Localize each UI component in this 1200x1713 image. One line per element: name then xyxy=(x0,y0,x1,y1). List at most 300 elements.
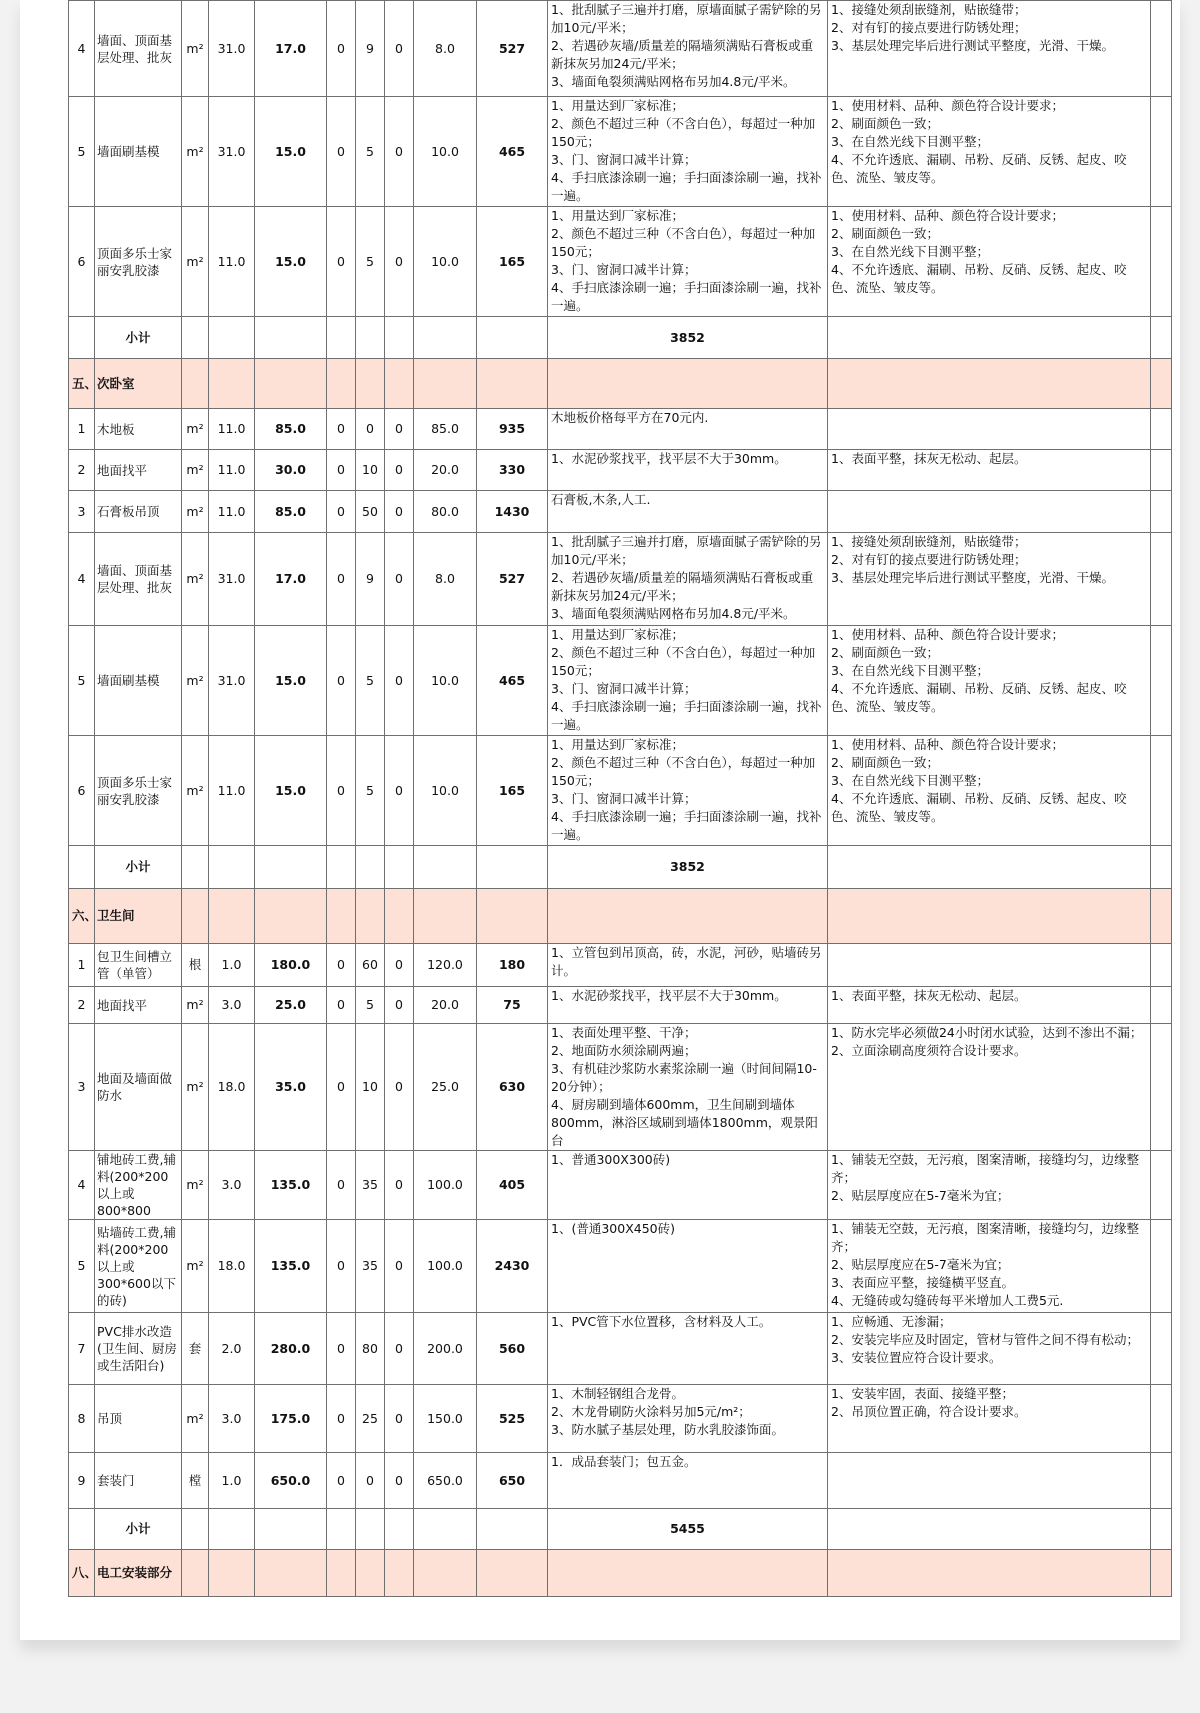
item-cost-a: 0 xyxy=(327,409,356,450)
item-unit: m² xyxy=(182,491,209,533)
item-cost-b: 5 xyxy=(356,626,385,736)
item-requirements: 1、铺装无空鼓，无污痕，图案清晰，接缝均匀，边缘整齐； 2、贴层厚度应在5-7毫米为宜； xyxy=(828,1151,1151,1220)
table-row xyxy=(69,626,1172,736)
table-row xyxy=(69,97,1172,207)
item-unit-price: 17.0 xyxy=(255,533,327,626)
item-labor: 200.0 xyxy=(414,1313,477,1385)
blank-cell xyxy=(209,846,255,889)
item-unit: m² xyxy=(182,1385,209,1453)
item-number: 3 xyxy=(69,491,95,533)
item-quantity: 11.0 xyxy=(209,450,255,491)
blank-cell xyxy=(385,1509,414,1550)
item-requirements xyxy=(828,409,1151,450)
blank-cell xyxy=(1151,317,1172,359)
item-labor: 25.0 xyxy=(414,1024,477,1151)
blank-cell xyxy=(69,846,95,889)
item-cost-a: 0 xyxy=(327,944,356,987)
item-unit: m² xyxy=(182,987,209,1024)
item-number: 5 xyxy=(69,1220,95,1313)
blank-cell xyxy=(1151,889,1172,944)
item-name: 石膏板吊顶 xyxy=(95,491,182,533)
item-labor: 10.0 xyxy=(414,626,477,736)
blank-cell xyxy=(477,1550,548,1597)
item-quantity: 31.0 xyxy=(209,97,255,207)
item-name: 墙面刷基模 xyxy=(95,97,182,207)
item-quantity: 1.0 xyxy=(209,944,255,987)
item-unit-price: 650.0 xyxy=(255,1453,327,1509)
item-description: 1、(普通300X450砖) xyxy=(548,1220,828,1313)
item-name: 吊顶 xyxy=(95,1385,182,1453)
item-quantity: 3.0 xyxy=(209,987,255,1024)
item-requirements: 1、防水完毕必须做24小时闭水试验，达到不渗出不漏； 2、立面涂刷高度须符合设计要求。 xyxy=(828,1024,1151,1151)
item-description: 1、用量达到厂家标准； 2、颜色不超过三种（不含白色），每超过一种加150元； 3、门、窗洞口减半计算； 4、手扫底漆涂刷一遍；手扫面漆涂刷一遍，找补一遍。 xyxy=(548,626,828,736)
item-description: 1．成品套装门；包五金。 xyxy=(548,1453,828,1509)
blank-cell xyxy=(828,846,1151,889)
item-total: 560 xyxy=(477,1313,548,1385)
item-unit-price: 15.0 xyxy=(255,97,327,207)
item-quantity: 11.0 xyxy=(209,491,255,533)
item-requirements: 1、表面平整，抹灰无松动、起层。 xyxy=(828,987,1151,1024)
blank-cell xyxy=(414,1509,477,1550)
item-cost-b: 35 xyxy=(356,1220,385,1313)
item-unit-price: 180.0 xyxy=(255,944,327,987)
item-description: 1、立管包到吊顶高，砖，水泥，河砂，贴墙砖另计。 xyxy=(548,944,828,987)
table-row xyxy=(69,207,1172,317)
blank-cell xyxy=(414,846,477,889)
blank-cell xyxy=(356,359,385,409)
item-cost-b: 50 xyxy=(356,491,385,533)
blank-cell xyxy=(548,359,828,409)
item-quantity: 3.0 xyxy=(209,1385,255,1453)
blank-cell xyxy=(255,317,327,359)
blank-cell xyxy=(327,846,356,889)
blank-cell xyxy=(255,846,327,889)
item-cost-a: 0 xyxy=(327,1024,356,1151)
item-number: 8 xyxy=(69,1385,95,1453)
blank-cell xyxy=(385,846,414,889)
item-unit: 樘 xyxy=(182,1453,209,1509)
item-requirements: 1、表面平整，抹灰无松动、起层。 xyxy=(828,450,1151,491)
item-unit: 根 xyxy=(182,944,209,987)
blank-cell xyxy=(209,359,255,409)
item-number: 7 xyxy=(69,1313,95,1385)
item-quantity: 3.0 xyxy=(209,1151,255,1220)
item-quantity: 11.0 xyxy=(209,736,255,846)
blank-cell xyxy=(414,317,477,359)
blank-cell xyxy=(356,846,385,889)
table-row xyxy=(69,450,1172,491)
item-cost-a: 0 xyxy=(327,1220,356,1313)
item-unit: m² xyxy=(182,409,209,450)
item-requirements: 1、使用材料、品种、颜色符合设计要求； 2、刷面颜色一致； 3、在自然光线下目测平整； 4、不允许透底、漏刷、吊粉、反硝、反锈、起皮、咬色、流坠、皱皮等。 xyxy=(828,207,1151,317)
item-cost-c: 0 xyxy=(385,97,414,207)
item-unit-price: 175.0 xyxy=(255,1385,327,1453)
item-unit: m² xyxy=(182,1151,209,1220)
table-row xyxy=(69,533,1172,626)
blank-cell xyxy=(182,889,209,944)
item-requirements: 1、接缝处须刮嵌缝剂，贴嵌缝带； 2、对有钉的接点要进行防锈处理； 3、基层处理完毕后进行测试平整度，光滑、干燥。 xyxy=(828,533,1151,626)
item-cost-a: 0 xyxy=(327,736,356,846)
item-extra xyxy=(1151,626,1172,736)
item-quantity: 11.0 xyxy=(209,207,255,317)
item-cost-b: 5 xyxy=(356,207,385,317)
subtotal-row xyxy=(69,317,1172,359)
blank-cell xyxy=(327,359,356,409)
item-requirements xyxy=(828,944,1151,987)
section-title: 电工安装部分 xyxy=(95,1550,182,1597)
blank-cell xyxy=(327,317,356,359)
blank-cell xyxy=(182,359,209,409)
item-cost-a: 0 xyxy=(327,626,356,736)
item-requirements: 1、应畅通、无渗漏； 2、安装完毕应及时固定，管材与管件之间不得有松动； 3、安装位置应符合设计要求。 xyxy=(828,1313,1151,1385)
item-unit: m² xyxy=(182,1,209,97)
item-name: 墙面刷基模 xyxy=(95,626,182,736)
subtotal-label: 小计 xyxy=(95,1509,182,1550)
document-page xyxy=(20,0,1180,1640)
item-name: 顶面多乐士家丽安乳胶漆 xyxy=(95,736,182,846)
item-cost-c: 0 xyxy=(385,450,414,491)
item-labor: 100.0 xyxy=(414,1151,477,1220)
item-cost-c: 0 xyxy=(385,1151,414,1220)
blank-cell xyxy=(255,359,327,409)
item-quantity: 1.0 xyxy=(209,1453,255,1509)
item-cost-b: 9 xyxy=(356,533,385,626)
table-row xyxy=(69,987,1172,1024)
blank-cell xyxy=(414,889,477,944)
blank-cell xyxy=(69,317,95,359)
item-cost-c: 0 xyxy=(385,944,414,987)
item-quantity: 18.0 xyxy=(209,1024,255,1151)
blank-cell xyxy=(477,317,548,359)
item-total: 1430 xyxy=(477,491,548,533)
table-row xyxy=(69,1453,1172,1509)
blank-cell xyxy=(385,889,414,944)
item-labor: 8.0 xyxy=(414,1,477,97)
item-number: 9 xyxy=(69,1453,95,1509)
blank-cell xyxy=(385,1550,414,1597)
item-extra xyxy=(1151,1385,1172,1453)
item-total: 330 xyxy=(477,450,548,491)
blank-cell xyxy=(69,1509,95,1550)
item-unit: m² xyxy=(182,626,209,736)
blank-cell xyxy=(1151,846,1172,889)
blank-cell xyxy=(356,889,385,944)
item-cost-c: 0 xyxy=(385,491,414,533)
blank-cell xyxy=(828,359,1151,409)
blank-cell xyxy=(414,359,477,409)
item-requirements: 1、使用材料、品种、颜色符合设计要求； 2、刷面颜色一致； 3、在自然光线下目测平整； 4、不允许透底、漏刷、吊粉、反硝、反锈、起皮、咬色、流坠、皱皮等。 xyxy=(828,736,1151,846)
item-extra xyxy=(1151,491,1172,533)
table-row xyxy=(69,409,1172,450)
item-total: 165 xyxy=(477,207,548,317)
item-unit: 套 xyxy=(182,1313,209,1385)
blank-cell xyxy=(356,1550,385,1597)
item-cost-a: 0 xyxy=(327,1313,356,1385)
blank-cell xyxy=(1151,1550,1172,1597)
blank-cell xyxy=(828,889,1151,944)
item-total: 527 xyxy=(477,533,548,626)
item-cost-b: 80 xyxy=(356,1313,385,1385)
item-cost-a: 0 xyxy=(327,207,356,317)
section-header-row xyxy=(69,889,1172,944)
item-quantity: 18.0 xyxy=(209,1220,255,1313)
item-requirements xyxy=(828,1453,1151,1509)
item-labor: 80.0 xyxy=(414,491,477,533)
item-total: 465 xyxy=(477,626,548,736)
item-unit: m² xyxy=(182,450,209,491)
item-quantity: 31.0 xyxy=(209,533,255,626)
blank-cell xyxy=(477,359,548,409)
item-number: 4 xyxy=(69,1151,95,1220)
item-quantity: 2.0 xyxy=(209,1313,255,1385)
item-extra xyxy=(1151,207,1172,317)
item-cost-b: 35 xyxy=(356,1151,385,1220)
item-requirements: 1、安装牢固，表面、接缝平整； 2、吊顶位置正确，符合设计要求。 xyxy=(828,1385,1151,1453)
item-extra xyxy=(1151,1220,1172,1313)
subtotal-row xyxy=(69,846,1172,889)
blank-cell xyxy=(828,1509,1151,1550)
item-name: 地面及墙面做防水 xyxy=(95,1024,182,1151)
item-extra xyxy=(1151,1024,1172,1151)
item-unit-price: 135.0 xyxy=(255,1220,327,1313)
item-total: 525 xyxy=(477,1385,548,1453)
item-description: 1、PVC管下水位置移，含材料及人工。 xyxy=(548,1313,828,1385)
item-extra xyxy=(1151,1313,1172,1385)
item-name: 木地板 xyxy=(95,409,182,450)
item-description: 1、木制轻钢组合龙骨。 2、木龙骨刷防火涂料另加5元/m²； 3、防水腻子基层处理，防水乳胶漆饰面。 xyxy=(548,1385,828,1453)
item-requirements: 1、使用材料、品种、颜色符合设计要求； 2、刷面颜色一致； 3、在自然光线下目测平整； 4、不允许透底、漏刷、吊粉、反硝、反锈、起皮、咬色、流坠、皱皮等。 xyxy=(828,626,1151,736)
item-labor: 10.0 xyxy=(414,97,477,207)
item-extra xyxy=(1151,409,1172,450)
item-cost-b: 10 xyxy=(356,450,385,491)
section-title: 次卧室 xyxy=(95,359,182,409)
item-extra xyxy=(1151,736,1172,846)
item-number: 2 xyxy=(69,450,95,491)
blank-cell xyxy=(1151,1509,1172,1550)
subtotal-label: 小计 xyxy=(95,846,182,889)
section-header-row xyxy=(69,359,1172,409)
item-labor: 650.0 xyxy=(414,1453,477,1509)
section-header-row xyxy=(69,1550,1172,1597)
blank-cell xyxy=(477,846,548,889)
blank-cell xyxy=(182,846,209,889)
item-labor: 120.0 xyxy=(414,944,477,987)
item-unit: m² xyxy=(182,1024,209,1151)
item-description: 1、批刮腻子三遍并打磨，原墙面腻子需铲除的另加10元/平米； 2、若遇砂灰墙/质量差的隔墙须满贴石膏板或重新抹灰另加24元/平米； 3、墙面龟裂须满贴网格布另加4.8元/平米。 xyxy=(548,533,828,626)
blank-cell xyxy=(209,889,255,944)
blank-cell xyxy=(356,1509,385,1550)
item-requirements: 1、接缝处须刮嵌缝剂，贴嵌缝带； 2、对有钉的接点要进行防锈处理； 3、基层处理完毕后进行测试平整度，光滑、干燥。 xyxy=(828,1,1151,97)
item-cost-a: 0 xyxy=(327,987,356,1024)
item-cost-a: 0 xyxy=(327,1453,356,1509)
item-cost-c: 0 xyxy=(385,1313,414,1385)
item-labor: 20.0 xyxy=(414,987,477,1024)
table-row xyxy=(69,491,1172,533)
item-unit-price: 15.0 xyxy=(255,626,327,736)
blank-cell xyxy=(828,317,1151,359)
item-unit: m² xyxy=(182,533,209,626)
item-number: 5 xyxy=(69,626,95,736)
item-cost-a: 0 xyxy=(327,450,356,491)
item-unit-price: 135.0 xyxy=(255,1151,327,1220)
blank-cell xyxy=(356,317,385,359)
item-cost-c: 0 xyxy=(385,1,414,97)
item-cost-b: 5 xyxy=(356,736,385,846)
item-extra xyxy=(1151,97,1172,207)
item-total: 75 xyxy=(477,987,548,1024)
subtotal-label: 小计 xyxy=(95,317,182,359)
blank-cell xyxy=(209,317,255,359)
item-quantity: 31.0 xyxy=(209,626,255,736)
blank-cell xyxy=(385,317,414,359)
item-unit-price: 35.0 xyxy=(255,1024,327,1151)
item-name: 墙面、顶面基层处理、批灰 xyxy=(95,1,182,97)
table-row xyxy=(69,1,1172,97)
item-description: 1、用量达到厂家标准； 2、颜色不超过三种（不含白色），每超过一种加150元； 3、门、窗洞口减半计算； 4、手扫底漆涂刷一遍；手扫面漆涂刷一遍，找补一遍。 xyxy=(548,207,828,317)
item-requirements xyxy=(828,491,1151,533)
item-total: 405 xyxy=(477,1151,548,1220)
item-total: 935 xyxy=(477,409,548,450)
item-requirements: 1、使用材料、品种、颜色符合设计要求； 2、刷面颜色一致； 3、在自然光线下目测平整； 4、不允许透底、漏刷、吊粉、反硝、反锈、起皮、咬色、流坠、皱皮等。 xyxy=(828,97,1151,207)
blank-cell xyxy=(327,1509,356,1550)
blank-cell xyxy=(182,1509,209,1550)
item-unit-price: 15.0 xyxy=(255,736,327,846)
table-row xyxy=(69,1024,1172,1151)
blank-cell xyxy=(385,359,414,409)
item-name: 地面找平 xyxy=(95,987,182,1024)
item-cost-c: 0 xyxy=(385,1220,414,1313)
item-labor: 10.0 xyxy=(414,207,477,317)
item-number: 1 xyxy=(69,409,95,450)
item-total: 165 xyxy=(477,736,548,846)
item-labor: 100.0 xyxy=(414,1220,477,1313)
blank-cell xyxy=(327,1550,356,1597)
item-cost-c: 0 xyxy=(385,987,414,1024)
item-description: 1、批刮腻子三遍并打磨，原墙面腻子需铲除的另加10元/平米； 2、若遇砂灰墙/质量差的隔墙须满贴石膏板或重新抹灰另加24元/平米； 3、墙面龟裂须满贴网格布另加4.8元/平米。 xyxy=(548,1,828,97)
item-extra xyxy=(1151,1453,1172,1509)
item-name: 包卫生间槽立管（单管） xyxy=(95,944,182,987)
item-cost-b: 10 xyxy=(356,1024,385,1151)
item-name: 套装门 xyxy=(95,1453,182,1509)
subtotal-value: 3852 xyxy=(548,317,828,359)
item-number: 4 xyxy=(69,533,95,626)
item-cost-a: 0 xyxy=(327,1151,356,1220)
item-number: 5 xyxy=(69,97,95,207)
item-unit: m² xyxy=(182,97,209,207)
quotation-table xyxy=(68,0,1172,1597)
table-row xyxy=(69,944,1172,987)
item-labor: 85.0 xyxy=(414,409,477,450)
blank-cell xyxy=(255,889,327,944)
item-extra xyxy=(1151,944,1172,987)
item-extra xyxy=(1151,1151,1172,1220)
item-number: 2 xyxy=(69,987,95,1024)
item-description: 石膏板,木条,人工. xyxy=(548,491,828,533)
item-total: 180 xyxy=(477,944,548,987)
blank-cell xyxy=(1151,359,1172,409)
table-row xyxy=(69,736,1172,846)
item-labor: 20.0 xyxy=(414,450,477,491)
blank-cell xyxy=(548,1550,828,1597)
item-name: 地面找平 xyxy=(95,450,182,491)
item-unit-price: 85.0 xyxy=(255,491,327,533)
blank-cell xyxy=(414,1550,477,1597)
blank-cell xyxy=(477,889,548,944)
item-cost-b: 25 xyxy=(356,1385,385,1453)
item-cost-b: 0 xyxy=(356,409,385,450)
item-description: 1、普通300X300砖) xyxy=(548,1151,828,1220)
blank-cell xyxy=(327,889,356,944)
item-total: 650 xyxy=(477,1453,548,1509)
blank-cell xyxy=(255,1509,327,1550)
item-description: 1、表面处理平整、干净； 2、地面防水须涂刷两遍； 3、有机硅沙浆防水素浆涂刷一遍（时间间隔10-20分钟）； 4、厨房刷到墙体600mm，卫生间刷到墙体800mm，淋浴区域刷到墙体1800mm，观景阳台 xyxy=(548,1024,828,1151)
item-total: 2430 xyxy=(477,1220,548,1313)
item-cost-c: 0 xyxy=(385,1024,414,1151)
subtotal-value: 5455 xyxy=(548,1509,828,1550)
item-extra xyxy=(1151,987,1172,1024)
item-number: 3 xyxy=(69,1024,95,1151)
item-cost-c: 0 xyxy=(385,533,414,626)
subtotal-row xyxy=(69,1509,1172,1550)
item-cost-b: 60 xyxy=(356,944,385,987)
blank-cell xyxy=(477,1509,548,1550)
item-cost-c: 0 xyxy=(385,626,414,736)
item-cost-a: 0 xyxy=(327,533,356,626)
item-unit-price: 85.0 xyxy=(255,409,327,450)
item-cost-a: 0 xyxy=(327,1,356,97)
item-total: 465 xyxy=(477,97,548,207)
table-row xyxy=(69,1313,1172,1385)
item-description: 1、水泥砂浆找平，找平层不大于30mm。 xyxy=(548,987,828,1024)
blank-cell xyxy=(828,1550,1151,1597)
item-cost-a: 0 xyxy=(327,491,356,533)
item-cost-c: 0 xyxy=(385,1453,414,1509)
section-title: 卫生间 xyxy=(95,889,182,944)
section-number: 五、 xyxy=(69,359,95,409)
item-unit: m² xyxy=(182,1220,209,1313)
table-row xyxy=(69,1385,1172,1453)
item-cost-b: 5 xyxy=(356,987,385,1024)
section-number: 六、 xyxy=(69,889,95,944)
item-cost-c: 0 xyxy=(385,1385,414,1453)
blank-cell xyxy=(209,1550,255,1597)
blank-cell xyxy=(182,1550,209,1597)
item-cost-c: 0 xyxy=(385,207,414,317)
item-extra xyxy=(1151,1,1172,97)
item-number: 4 xyxy=(69,1,95,97)
blank-cell xyxy=(209,1509,255,1550)
item-quantity: 11.0 xyxy=(209,409,255,450)
item-unit-price: 280.0 xyxy=(255,1313,327,1385)
item-name: 铺地砖工费,辅料(200*200以上或800*800 xyxy=(95,1151,182,1220)
item-cost-a: 0 xyxy=(327,97,356,207)
item-labor: 8.0 xyxy=(414,533,477,626)
item-cost-a: 0 xyxy=(327,1385,356,1453)
blank-cell xyxy=(548,889,828,944)
item-labor: 150.0 xyxy=(414,1385,477,1453)
item-number: 6 xyxy=(69,207,95,317)
item-unit: m² xyxy=(182,736,209,846)
item-labor: 10.0 xyxy=(414,736,477,846)
item-description: 木地板价格每平方在70元内. xyxy=(548,409,828,450)
item-name: PVC排水改造(卫生间、厨房或生活阳台) xyxy=(95,1313,182,1385)
blank-cell xyxy=(255,1550,327,1597)
item-unit-price: 25.0 xyxy=(255,987,327,1024)
item-total: 630 xyxy=(477,1024,548,1151)
item-total: 527 xyxy=(477,1,548,97)
item-extra xyxy=(1151,533,1172,626)
item-cost-c: 0 xyxy=(385,736,414,846)
